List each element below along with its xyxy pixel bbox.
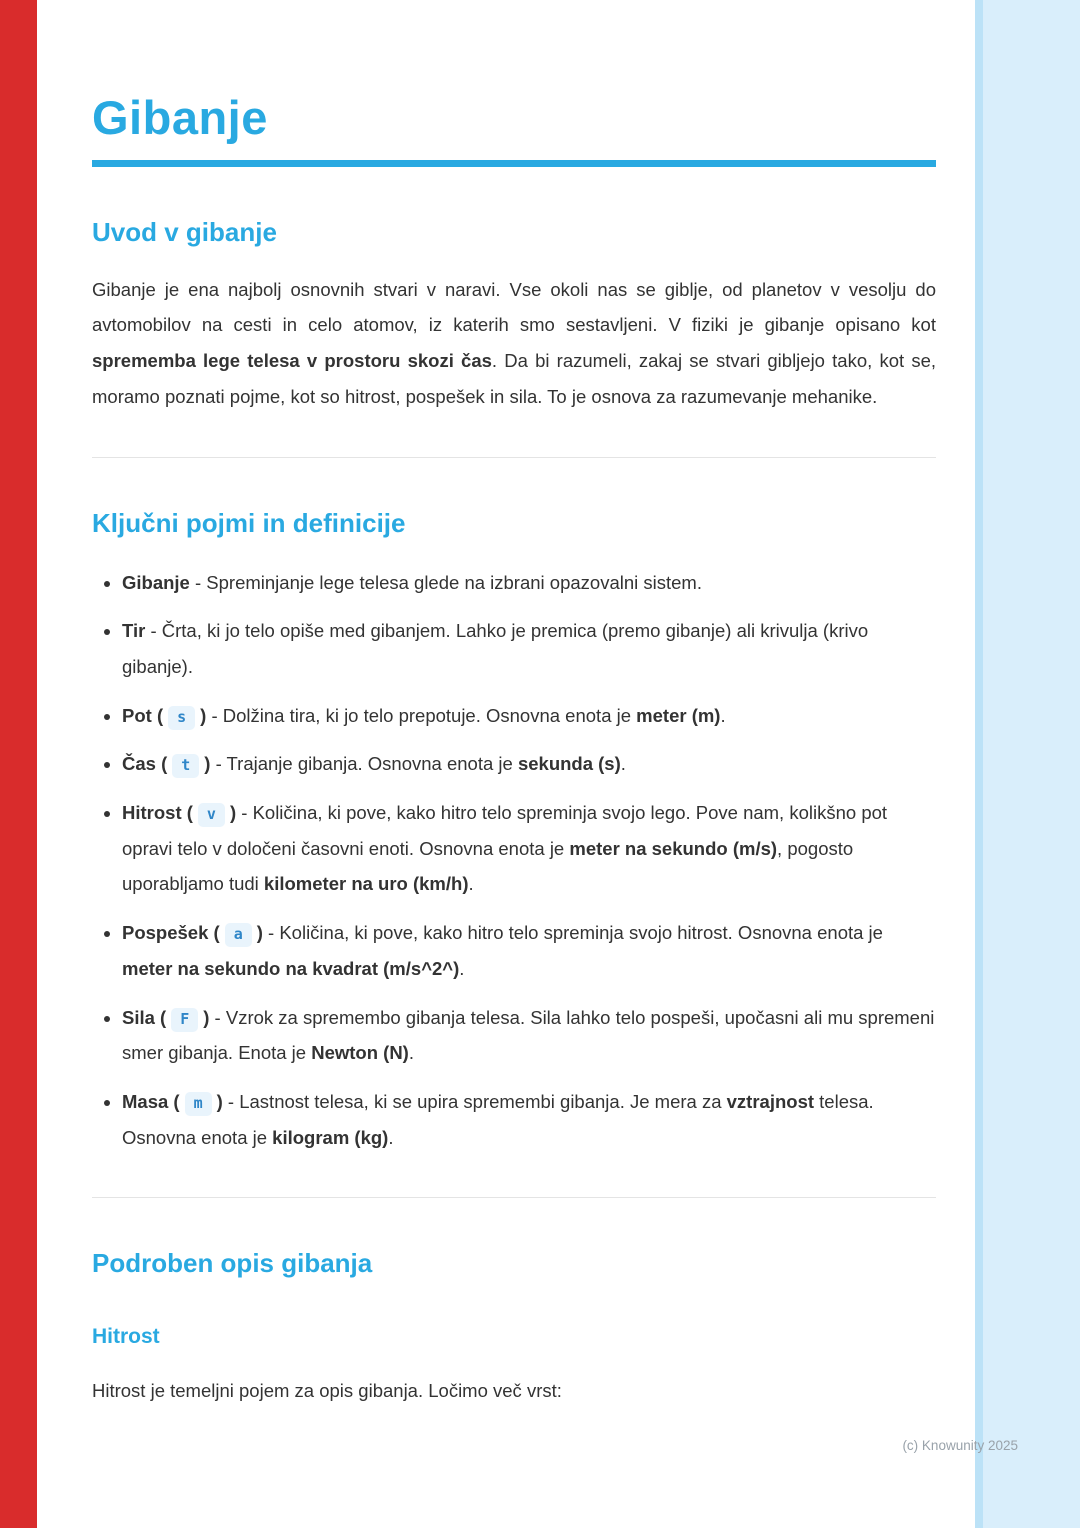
text-run: ) <box>256 922 263 944</box>
inline-code-chip: m <box>185 1092 212 1116</box>
copyright-footer: (c) Knowunity 2025 <box>902 1438 1018 1453</box>
text-run: Gibanje <box>122 571 190 593</box>
text-run: , pogosto uporabljamo tudi <box>122 837 854 895</box>
text-run: . <box>620 753 626 775</box>
text-run: kilogram (kg) <box>272 1126 389 1148</box>
definition-item <box>122 1084 936 1155</box>
section-heading-kljucni-pojmi: Ključni pojmi in definicije <box>92 507 406 538</box>
right-blue-panel <box>975 0 1080 1528</box>
text-run: vztrajnost <box>726 1090 815 1112</box>
section-heading-uvod: Uvod v gibanje <box>92 216 277 247</box>
text-run: - Trajanje gibanja. Osnovna enota je <box>210 753 518 775</box>
definition-item <box>122 565 936 601</box>
inline-code-chip: s <box>168 706 195 730</box>
text-run: kilometer na uro (km/h) <box>263 873 469 895</box>
definition-item <box>122 795 936 902</box>
inline-code-chip: v <box>198 803 225 827</box>
text-run: . <box>408 1042 414 1064</box>
text-run: telesa. Osnovna enota je <box>122 1090 874 1148</box>
text-run: Hitrost je temeljni pojem za opis gibanja. Ločimo več vrst: <box>92 1380 562 1402</box>
text-run: Gibanje je ena najbolj osnovnih stvari v naravi. Vse okoli nas se giblje, od planetov v vesolju do avtomobilov na cesti in celo atomov, iz katerih smo sestavljeni. V fiziki je gibanje opisano kot <box>92 278 936 336</box>
detail-paragraph <box>92 1373 936 1409</box>
section-divider-1 <box>92 457 936 458</box>
text-run: Tir <box>122 620 146 642</box>
page-title: Gibanje <box>92 91 268 144</box>
text-run: - Dolžina tira, ki jo telo prepotuje. Osnovna enota je <box>206 704 637 726</box>
text-run: Sila ( <box>122 1006 167 1028</box>
text-run: . <box>468 873 474 895</box>
text-run: meter (m) <box>636 704 721 726</box>
inline-code-chip: F <box>171 1008 198 1032</box>
text-run: meter na sekundo na kvadrat (m/s^2^) <box>122 957 460 979</box>
text-run: . Da bi razumeli, zakaj se stvari gibljejo tako, kot se, moramo poznati pojme, kot so hitrost, pospešek in sila. To je osnova za razumevanje mehanike. <box>92 350 936 407</box>
text-run: ) <box>216 1090 223 1112</box>
text-run: . <box>720 704 726 726</box>
text-run: meter na sekundo (m/s) <box>569 837 778 859</box>
title-underline <box>92 160 936 167</box>
definition-item <box>122 915 936 986</box>
section-heading-podroben-opis: Podroben opis gibanja <box>92 1248 373 1279</box>
left-red-stripe <box>0 0 37 1528</box>
text-run: - Količina, ki pove, kako hitro telo spreminja svojo lego. Pove nam, kolikšno pot opravi telo v določeni časovni enoti. Osnovna enota je <box>122 802 888 859</box>
inline-code-chip: t <box>172 754 199 778</box>
text-run: - Lastnost telesa, ki se upira spremembi gibanja. Je mera za <box>222 1090 727 1112</box>
definition-item <box>122 613 936 684</box>
intro-paragraph <box>92 272 936 415</box>
text-run: Hitrost ( <box>122 802 193 824</box>
inline-code-chip: a <box>225 923 252 947</box>
text-run: . <box>459 957 465 979</box>
text-run: - Črta, ki jo telo opiše med gibanjem. Lahko je premica (premo gibanje) ali krivulja (krivo gibanje). <box>122 620 869 677</box>
text-run: ) <box>229 802 237 824</box>
text-run: Masa ( <box>122 1090 180 1112</box>
definition-item <box>122 1000 936 1071</box>
text-run: Pot ( <box>122 704 164 726</box>
text-run: Čas ( <box>122 753 168 775</box>
document-content <box>92 0 936 1409</box>
definition-item <box>122 746 936 782</box>
text-run: - Spreminjanje lege telesa glede na izbrani opazovalni sistem. <box>189 571 702 593</box>
text-run: sprememba lege telesa v prostoru skozi čas <box>92 350 492 372</box>
text-run: Pospešek ( <box>122 922 220 944</box>
section-divider-2 <box>92 1197 936 1198</box>
text-run: - Vzrok za spremembo gibanja telesa. Sila lahko telo pospeši, upočasni ali mu spremeni smer gibanja. Enota je <box>122 1006 935 1064</box>
definitions-list <box>92 565 936 1156</box>
text-run: - Količina, ki pove, kako hitro telo spreminja svojo hitrost. Osnovna enota je <box>262 922 883 944</box>
subsection-heading-hitrost: Hitrost <box>92 1325 160 1349</box>
text-run: ) <box>203 1006 210 1028</box>
definition-item <box>122 698 936 734</box>
text-run: ) <box>204 753 211 775</box>
text-run: sekunda (s) <box>517 753 621 775</box>
text-run: . <box>388 1126 394 1148</box>
text-run: ) <box>200 704 207 726</box>
text-run: Newton (N) <box>311 1042 409 1064</box>
